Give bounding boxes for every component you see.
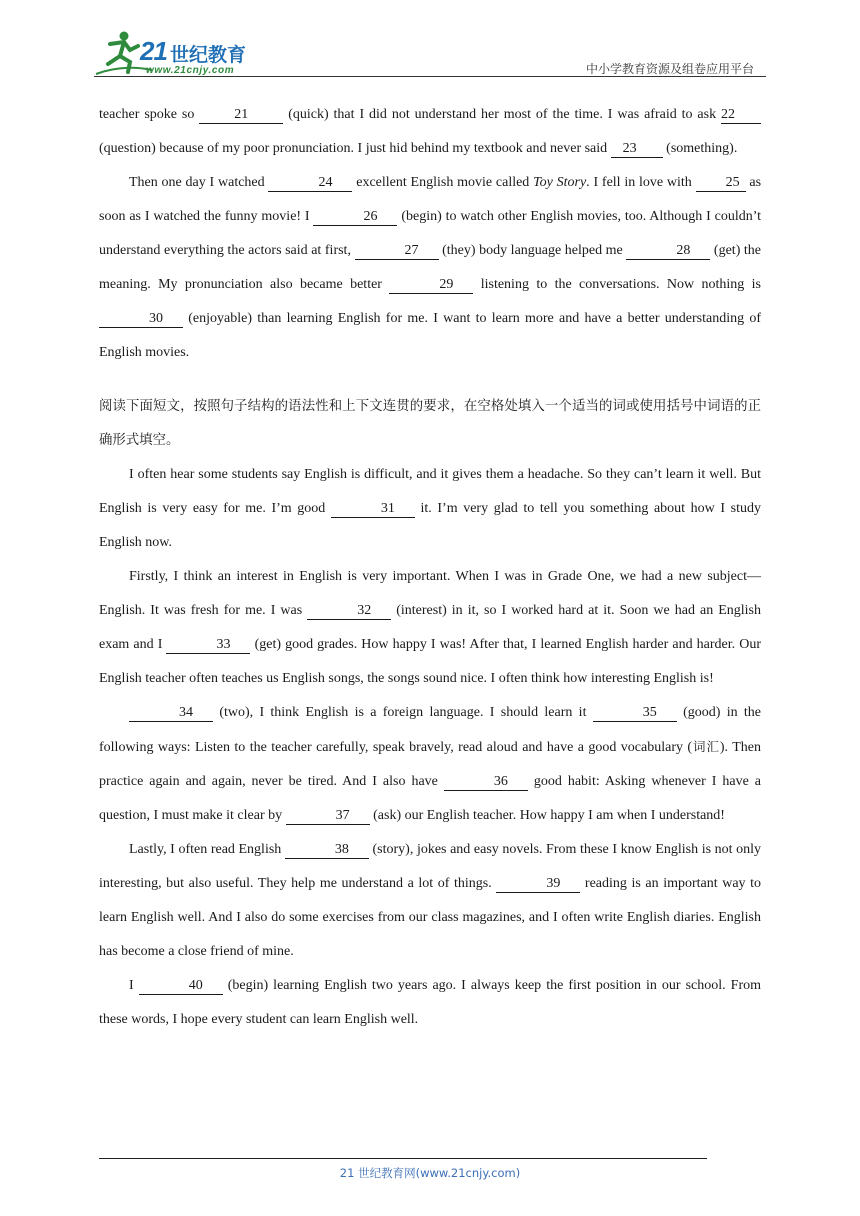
site-logo[interactable] <box>94 30 264 78</box>
text-run: (story), jokes and easy novels. From these I know English is not only interesting, but also useful. They help me understand a lot of things. <box>99 842 762 891</box>
footer-divider <box>99 1158 707 1159</box>
movie-title: Toy Story <box>533 175 587 190</box>
paragraph <box>99 458 761 560</box>
blank-35: 35 <box>593 705 677 722</box>
text-run: listening to the conversations. Now nothing is <box>480 277 761 292</box>
blank-30: 30 <box>99 311 183 328</box>
blank-24: 24 <box>268 175 352 192</box>
logo-name: 世纪教育 <box>170 44 247 66</box>
paragraph <box>99 696 761 833</box>
document-body <box>99 98 761 1037</box>
footer-link[interactable]: 21 世纪教育网(www.21cnjy.com) <box>339 1166 521 1180</box>
paragraph <box>99 560 761 696</box>
text-run: (interest) in it, so I worked hard at it. Soon we had an English exam and I <box>99 603 762 652</box>
text-run: excellent English movie called <box>356 175 530 190</box>
blank-36: 36 <box>444 774 528 791</box>
instruction: 阅读下面短文，按照句子结构的语法性和上下文连贯的要求，在空格处填入一个适当的词或使用括号中词语的正确形式填空。 <box>99 399 761 448</box>
blank-40: 40 <box>139 978 223 995</box>
text-run: (begin) to watch other English movies, too. Although I couldn’t understand everything the actors said at first, <box>99 209 762 258</box>
text-run: Then one day I watched <box>129 175 265 190</box>
blank-28: 28 <box>626 243 710 260</box>
text-run: (something). <box>666 141 738 156</box>
text-run: (they) body language helped me <box>442 243 623 258</box>
blank-23: 23 <box>611 141 663 158</box>
blank-27: 27 <box>355 243 439 260</box>
text-run: (two), I think English is a foreign language. I should learn it <box>219 705 587 720</box>
blank-34: 34 <box>129 705 213 722</box>
text-run: (question) because of my poor pronunciation. I just hid behind my textbook and never said <box>99 141 608 156</box>
blank-22: 22 <box>721 107 761 124</box>
blank-21: 21 <box>199 107 283 124</box>
text-run: (begin) learning English two years ago. I always keep the first position in our school. From these words, I hope every student can learn English well. <box>99 978 762 1027</box>
blank-39: 39 <box>496 876 580 893</box>
blank-33: 33 <box>166 637 250 654</box>
text-run: (enjoyable) than learning English for me. I want to learn more and have a better understanding of English movies. <box>99 311 762 360</box>
blank-37: 37 <box>286 808 370 825</box>
text-run: (good) in the following ways: Listen to the teacher carefully, speak bravely, read aloud and have a good vocabulary ( <box>99 705 762 755</box>
text-run: Firstly, I think an interest in English is very important. When I was in Grade One, we had a new subject—English. It was fresh for me. I was <box>99 569 761 618</box>
blank-38: 38 <box>285 842 369 859</box>
text-run: ). Then practice again and again, never be tired. And I also have <box>99 740 761 789</box>
text-run: (ask) our English teacher. How happy I am when I understand! <box>373 808 725 823</box>
blank-29: 29 <box>389 277 473 294</box>
text-run: it. I’m very glad to tell you something about how I study English now. <box>99 501 761 550</box>
chinese-gloss: 词汇 <box>692 739 720 754</box>
header-divider <box>94 76 766 77</box>
paragraph <box>99 98 761 166</box>
paragraph <box>99 969 761 1037</box>
text-run: as soon as I watched the funny movie! I <box>99 175 762 224</box>
platform-title: 中小学教育资源及组卷应用平台 <box>585 62 754 76</box>
logo-number: 21 <box>140 36 167 66</box>
paragraph <box>99 833 761 969</box>
text-run: reading is an important way to learn English well. And I also do some exercises from our class magazines, and I often write English diaries. English has become a close friend of mine. <box>99 876 762 959</box>
text-run: Lastly, I often read English <box>129 842 282 857</box>
blank-25: 25 <box>696 175 746 192</box>
page-header <box>0 0 860 80</box>
text-run: (get) good grades. How happy I was! After that, I learned English harder and harder. Our English teacher often teaches us English songs, the songs sound nice. I often think how interesting English is! <box>99 637 762 686</box>
text-run: . I fell in love with <box>586 175 692 190</box>
blank-32: 32 <box>307 603 391 620</box>
text-run: I often hear some students say English is difficult, and it gives them a headache. So they can’t learn it well. But English is very easy for me. I’m good <box>99 467 761 516</box>
blank-31: 31 <box>331 501 415 518</box>
text-run: I <box>129 978 134 993</box>
blank-26: 26 <box>313 209 397 226</box>
text-run: (quick) that I did not understand her most of the time. I was afraid to ask <box>288 107 717 122</box>
paragraph <box>99 166 761 370</box>
logo-url: www.21cnjy.com <box>146 65 235 76</box>
text-run: teacher spoke so <box>99 107 195 122</box>
text-run: (get) the meaning. My pronunciation also became better <box>99 243 762 292</box>
text-run: good habit: Asking whenever I have a question, I must make it clear by <box>99 774 762 823</box>
